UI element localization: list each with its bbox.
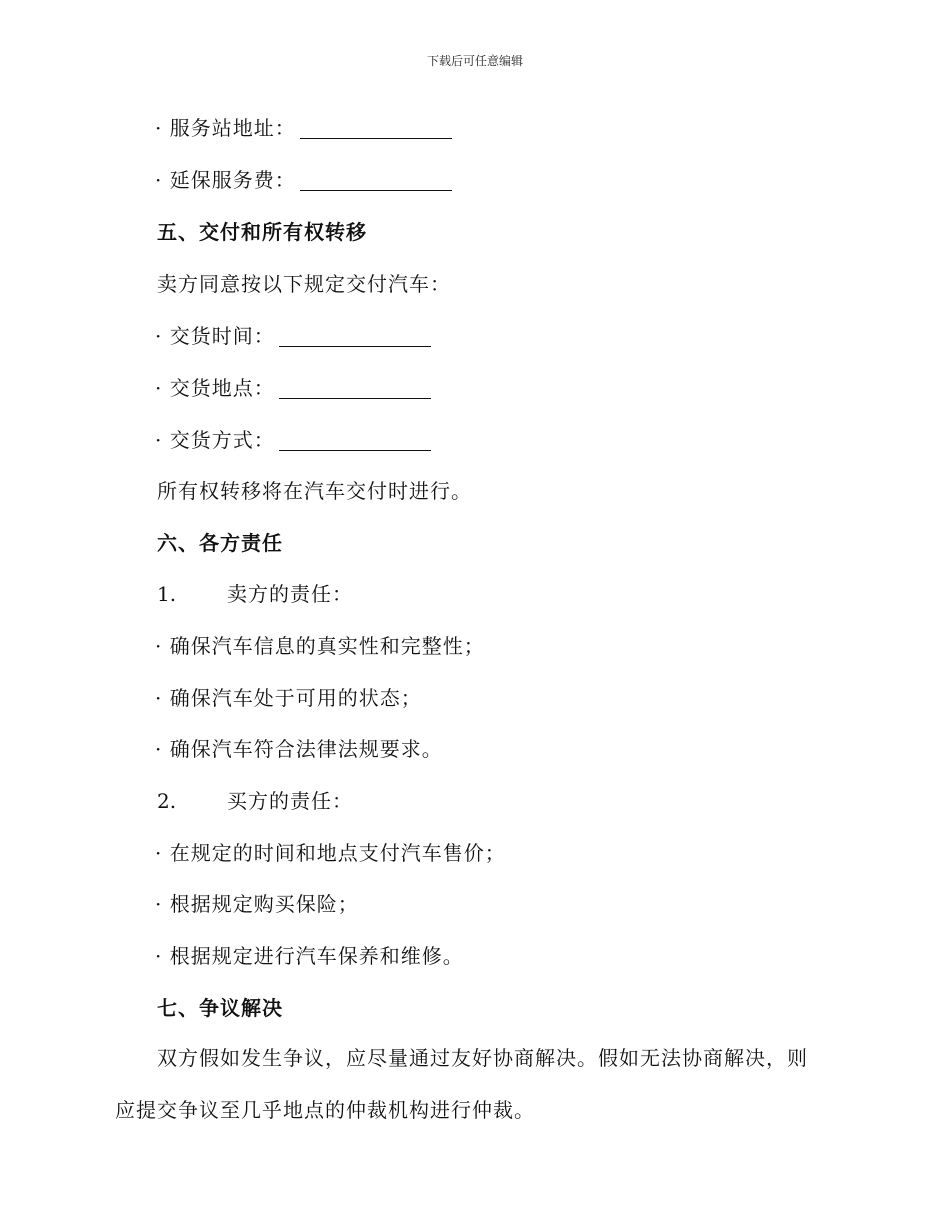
buyer-label: 买方的责任：	[227, 789, 353, 813]
delivery-method-blank[interactable]	[279, 430, 431, 451]
delivery-method-row	[155, 426, 431, 454]
service-station-address-blank[interactable]	[300, 118, 452, 139]
seller-item: · 确保汽车符合法律法规要求。	[155, 737, 443, 761]
section7-paragraph	[115, 1032, 827, 1136]
warranty-fee-blank[interactable]	[300, 170, 452, 191]
buyer-item: · 根据规定进行汽车保养和维修。	[155, 944, 464, 968]
delivery-time-label: · 交货时间：	[155, 324, 275, 348]
delivery-place-row	[155, 374, 431, 402]
seller-responsibility-heading	[157, 580, 353, 608]
section5-title: 五、交付和所有权转移	[157, 220, 367, 244]
service-station-address-label: · 服务站地址：	[155, 116, 296, 140]
section6-title: 六、各方责任	[157, 531, 283, 555]
seller-item: · 确保汽车信息的真实性和完整性；	[155, 634, 485, 658]
service-station-address-row	[155, 114, 452, 142]
warranty-fee-label: · 延保服务费：	[155, 168, 296, 192]
delivery-method-label: · 交货方式：	[155, 428, 275, 452]
page-header: 下载后可任意编辑	[426, 54, 523, 68]
buyer-responsibility-heading	[157, 787, 353, 815]
section7-title: 七、争议解决	[157, 996, 283, 1020]
seller-label: 卖方的责任：	[227, 582, 353, 606]
delivery-time-blank[interactable]	[279, 326, 431, 347]
buyer-number: 2.	[157, 789, 177, 813]
section5-closing: 所有权转移将在汽车交付时进行。	[157, 479, 472, 503]
seller-number: 1.	[157, 582, 177, 606]
warranty-fee-row	[155, 166, 452, 194]
delivery-place-label: · 交货地点：	[155, 376, 275, 400]
delivery-time-row	[155, 322, 431, 350]
delivery-place-blank[interactable]	[279, 378, 431, 399]
seller-item: · 确保汽车处于可用的状态；	[155, 686, 422, 710]
buyer-item: · 在规定的时间和地点支付汽车售价；	[155, 841, 506, 865]
section5-intro: 卖方同意按以下规定交付汽车：	[157, 272, 451, 296]
buyer-item: · 根据规定购买保险；	[155, 892, 359, 916]
section7-paragraph-text: 双方假如发生争议，应尽量通过友好协商解决。假如无法协商解决，则应提交争议至几乎地点的仲裁机构进行仲裁。	[115, 1046, 808, 1122]
